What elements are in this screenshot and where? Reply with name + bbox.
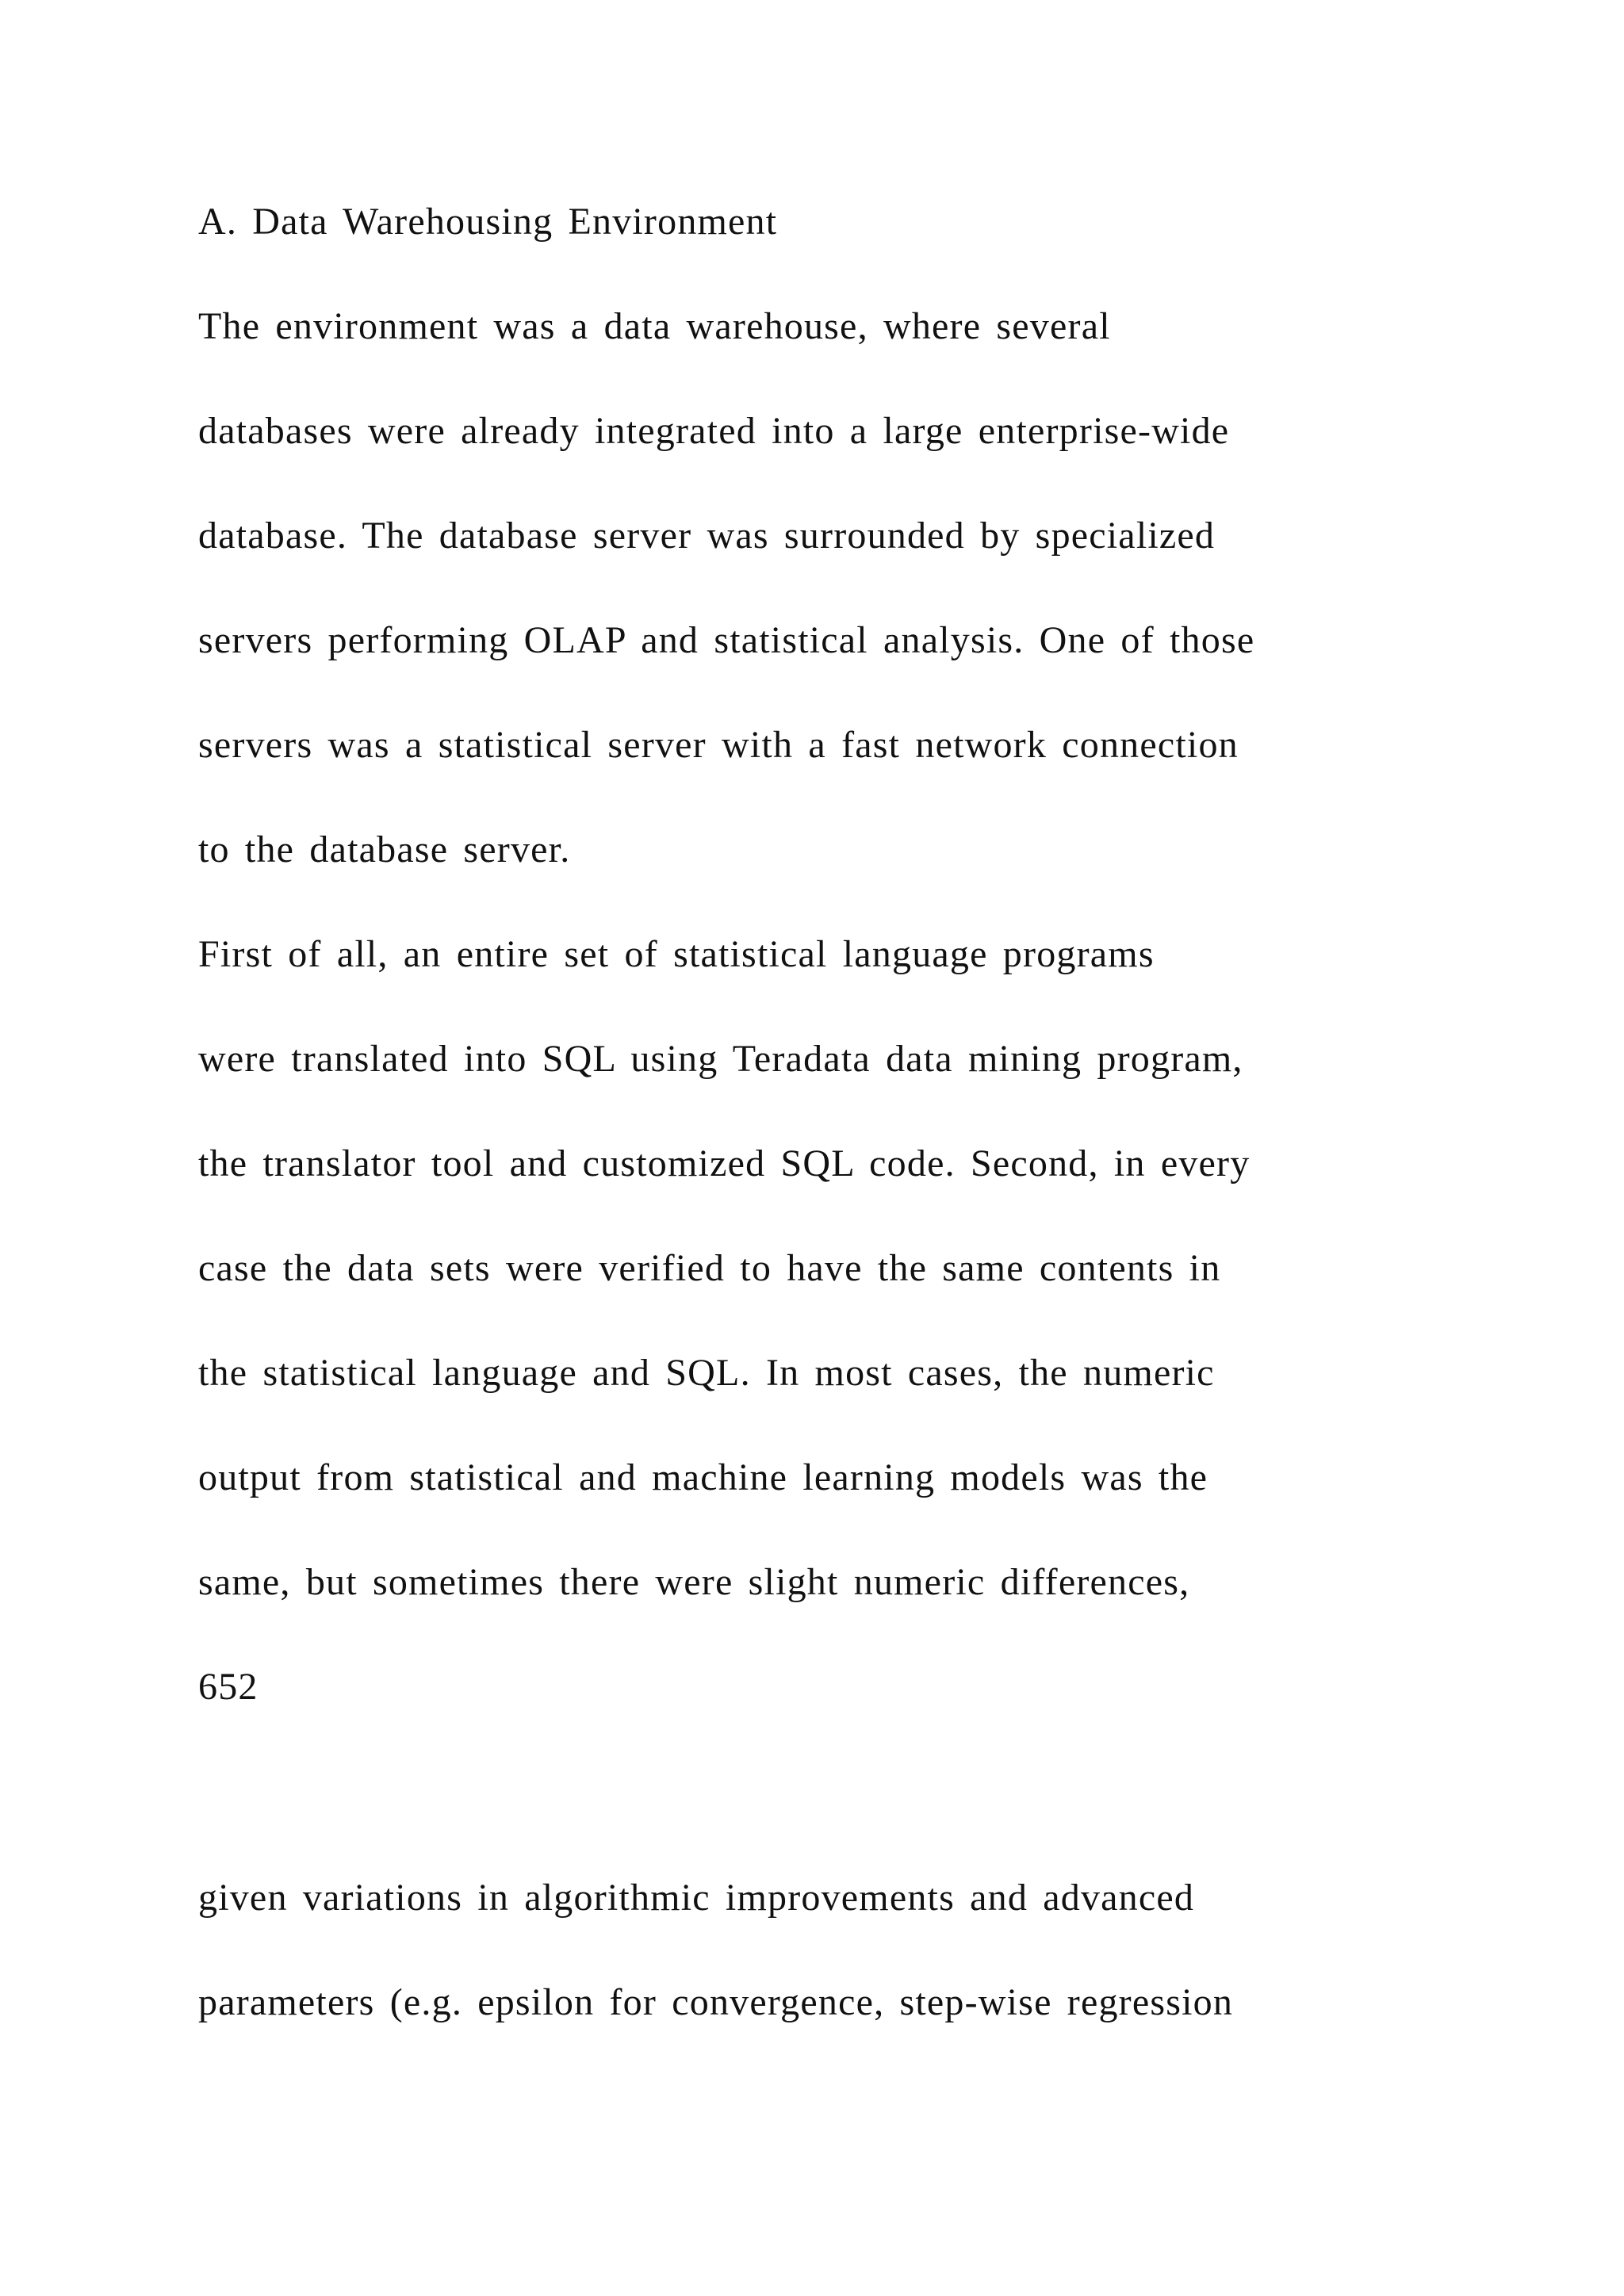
paragraph-2-line-6: output from statistical and machine learning models was the [198, 1456, 1208, 1498]
paragraph-2-line-2: were translated into SQL using Teradata data mining program, [198, 1038, 1243, 1080]
paragraph-2-line-1: First of all, an entire set of statistical language programs [198, 933, 1155, 975]
paragraph-2-line-4: case the data sets were verified to have the same contents in [198, 1247, 1221, 1289]
page-number: 652 [198, 1666, 259, 1708]
paragraph-1-line-6: to the database server. [198, 828, 571, 871]
paragraph-3-line-1: given variations in algorithmic improvements and advanced [198, 1877, 1195, 1919]
paragraph-1-line-2: databases were already integrated into a large enterprise-wide [198, 410, 1230, 452]
paragraph-1-line-4: servers performing OLAP and statistical analysis. One of those [198, 619, 1255, 661]
paragraph-1-line-5: servers was a statistical server with a fast network connection [198, 724, 1239, 766]
paragraph-3-line-2: parameters (e.g. epsilon for convergence, step-wise regression [198, 1981, 1234, 2023]
paragraph-2-line-7: same, but sometimes there were slight numeric differences, [198, 1561, 1190, 1603]
section-heading: A. Data Warehousing Environment [198, 201, 778, 243]
paragraph-2-line-3: the translator tool and customized SQL code. Second, in every [198, 1142, 1251, 1184]
paragraph-1-line-1: The environment was a data warehouse, where several [198, 305, 1111, 347]
paragraph-1-line-3: database. The database server was surrounded by specialized [198, 515, 1216, 557]
paragraph-2-line-5: the statistical language and SQL. In most cases, the numeric [198, 1352, 1215, 1394]
